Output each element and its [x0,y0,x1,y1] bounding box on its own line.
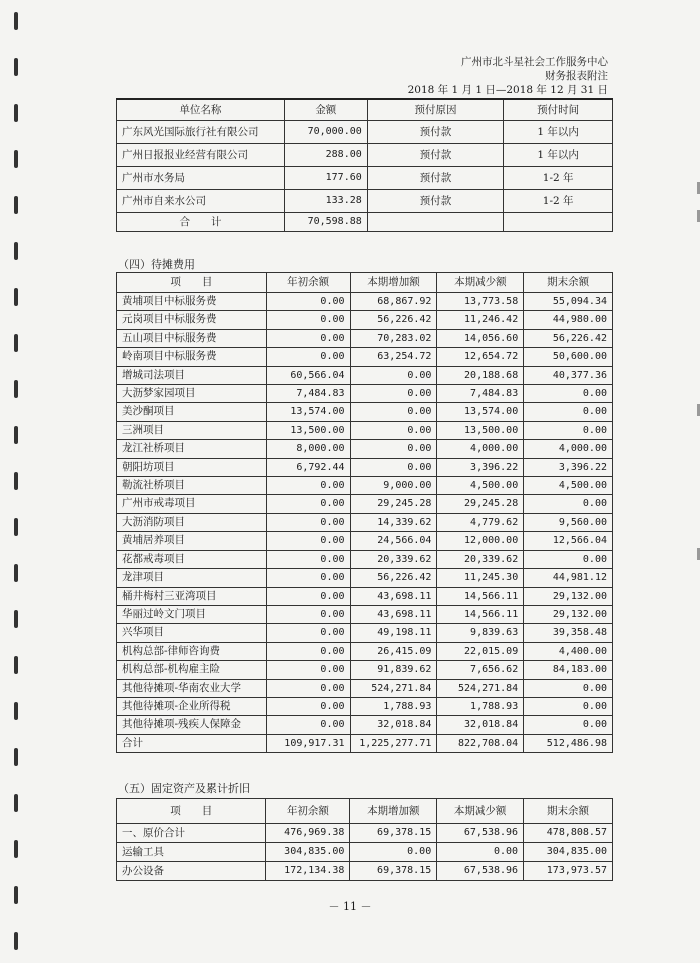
cell: 9,000.00 [350,477,437,495]
cell: 0.00 [266,605,350,623]
cell: 9,839.63 [437,624,524,642]
cell: 11,246.42 [437,311,524,329]
cell: 7,484.83 [437,385,524,403]
page-number: － 11 － [328,900,372,913]
table-row [117,495,613,513]
cell: 0.00 [350,403,437,421]
cell: 55,094.34 [524,293,613,311]
section-title-deferred: （四）待摊费用 [118,258,195,271]
row-label: 元岗项目中标服务费 [117,311,267,329]
cell: 0.00 [266,495,350,513]
cell: 1,225,277.71 [350,734,437,752]
table-row [117,513,613,531]
cell: 0.00 [266,293,350,311]
cell: 56,226.42 [350,569,437,587]
cell: 288.00 [284,144,367,167]
cell: 9,560.00 [524,513,613,531]
cell: 0.00 [266,624,350,642]
cell: 0.00 [350,421,437,439]
row-label: 勒流社桥项目 [117,477,267,495]
prepayment-table [116,98,613,232]
cell: 4,779.62 [437,513,524,531]
cell: 14,339.62 [350,513,437,531]
total-row [117,213,613,232]
column-header: 预付原因 [367,99,504,121]
cell: 20,339.62 [350,550,437,568]
cell: 0.00 [524,697,613,715]
cell: 60,566.04 [266,366,350,384]
table-row [117,605,613,623]
row-label: 合计 [117,734,267,752]
column-header: 年初余额 [266,799,350,824]
row-label: 增城司法项目 [117,366,267,384]
table-row [117,190,613,213]
row-label: 岭南项目中标服务费 [117,348,267,366]
row-label: 机构总部-律师咨询费 [117,642,267,660]
cell: 0.00 [266,513,350,531]
header-org: 广州市北斗星社会工作服务中心 [461,56,608,68]
cell: 133.28 [284,190,367,213]
cell: 广州市自来水公司 [117,190,285,213]
cell: 24,566.04 [350,532,437,550]
cell: 预付款 [367,144,504,167]
cell: 84,183.00 [524,661,613,679]
cell: 4,400.00 [524,642,613,660]
cell: 0.00 [350,440,437,458]
column-header: 本期增加额 [350,799,437,824]
cell [504,213,613,232]
column-header: 本期减少额 [437,273,524,293]
cell: 0.00 [524,679,613,697]
cell: 0.00 [266,348,350,366]
cell: 广州市水务局 [117,167,285,190]
cell: 0.00 [266,569,350,587]
cell: 172,134.38 [266,862,350,881]
row-label: 三洲项目 [117,421,267,439]
cell: 13,574.00 [266,403,350,421]
cell: 0.00 [266,679,350,697]
cell: 3,396.22 [524,458,613,476]
cell: 广州日报报业经营有限公司 [117,144,285,167]
row-label: 花都戒毒项目 [117,550,267,568]
table-header-row [117,799,613,824]
column-header: 期末余额 [524,799,613,824]
table-row [117,311,613,329]
row-label: 一、原价合计 [117,824,266,843]
table-row [117,144,613,167]
cell: 822,708.04 [437,734,524,752]
cell: 0.00 [266,697,350,715]
cell: 476,969.38 [266,824,350,843]
table-header-row [117,273,613,293]
cell: 14,566.11 [437,587,524,605]
cell: 0.00 [266,587,350,605]
row-label: 其他待摊项-华南农业大学 [117,679,267,697]
cell: 43,698.11 [350,605,437,623]
cell: 0.00 [266,550,350,568]
cell: 44,980.00 [524,311,613,329]
cell: 预付款 [367,167,504,190]
cell: 1,788.93 [350,697,437,715]
cell: 11,245.30 [437,569,524,587]
table-row [117,532,613,550]
cell: 70,000.00 [284,121,367,144]
row-label: 大沥消防项目 [117,513,267,531]
table-row [117,121,613,144]
cell: 1 年以内 [504,144,613,167]
cell: 0.00 [266,716,350,734]
cell: 32,018.84 [350,716,437,734]
cell: 1-2 年 [504,190,613,213]
cell: 13,500.00 [437,421,524,439]
cell: 6,792.44 [266,458,350,476]
table-row [117,824,613,843]
column-header: 预付时间 [504,99,613,121]
cell: 预付款 [367,190,504,213]
cell: 44,981.12 [524,569,613,587]
cell: 22,015.09 [437,642,524,660]
table-row [117,734,613,752]
cell: 0.00 [266,532,350,550]
table-header-row [117,99,613,121]
cell: 67,538.96 [437,824,524,843]
cell: 20,188.68 [437,366,524,384]
cell: 512,486.98 [524,734,613,752]
row-label: 广州市戒毒项目 [117,495,267,513]
cell: 56,226.42 [350,311,437,329]
cell: 4,000.00 [524,440,613,458]
cell: 13,773.58 [437,293,524,311]
table-row [117,366,613,384]
section-title-fixed-assets: （五）固定资产及累计折旧 [118,782,250,795]
cell: 1 年以内 [504,121,613,144]
row-label: 朝阳坊项目 [117,458,267,476]
cell: 43,698.11 [350,587,437,605]
table-row [117,348,613,366]
table-row [117,843,613,862]
cell: 1,788.93 [437,697,524,715]
column-header: 项 目 [117,799,266,824]
cell: 524,271.84 [437,679,524,697]
cell: 0.00 [524,385,613,403]
cell: 7,484.83 [266,385,350,403]
cell: 49,198.11 [350,624,437,642]
cell: 0.00 [266,661,350,679]
row-label: 运输工具 [117,843,266,862]
row-label: 黄埔项目中标服务费 [117,293,267,311]
header-doc: 财务报表附注 [545,70,608,82]
cell: 68,867.92 [350,293,437,311]
table-row [117,587,613,605]
column-header: 期末余额 [524,273,613,293]
column-header: 年初余额 [266,273,350,293]
row-label: 兴华项目 [117,624,267,642]
cell: 63,254.72 [350,348,437,366]
cell [367,213,504,232]
row-label: 办公设备 [117,862,266,881]
cell: 69,378.15 [350,824,437,843]
header-period: 2018 年 1 月 1 日—2018 年 12 月 31 日 [407,84,608,96]
cell: 8,000.00 [266,440,350,458]
cell: 0.00 [524,403,613,421]
cell: 177.60 [284,167,367,190]
row-label: 机构总部-机构雇主险 [117,661,267,679]
cell: 0.00 [350,458,437,476]
cell: 7,656.62 [437,661,524,679]
cell: 40,377.36 [524,366,613,384]
cell: 0.00 [350,366,437,384]
cell: 304,835.00 [266,843,350,862]
cell: 173,973.57 [524,862,613,881]
cell: 0.00 [437,843,524,862]
column-header: 金额 [284,99,367,121]
table-row [117,679,613,697]
cell: 14,056.60 [437,329,524,347]
table-row [117,624,613,642]
table-row [117,550,613,568]
cell: 4,500.00 [437,477,524,495]
cell: 4,500.00 [524,477,613,495]
cell: 29,132.00 [524,587,613,605]
cell: 0.00 [266,477,350,495]
row-label: 黄埔居养项目 [117,532,267,550]
row-label: 其他待摊项-残疾人保障金 [117,716,267,734]
cell: 4,000.00 [437,440,524,458]
cell: 26,415.09 [350,642,437,660]
cell: 67,538.96 [437,862,524,881]
cell: 524,271.84 [350,679,437,697]
cell: 3,396.22 [437,458,524,476]
cell: 56,226.42 [524,329,613,347]
cell: 0.00 [524,716,613,734]
row-label: 桶井梅村三亚湾项目 [117,587,267,605]
cell: 39,358.48 [524,624,613,642]
row-label: 五山项目中标服务费 [117,329,267,347]
column-header: 本期增加额 [350,273,437,293]
cell: 0.00 [266,642,350,660]
row-label: 华丽过岭文门项目 [117,605,267,623]
cell: 478,808.57 [524,824,613,843]
cell: 14,566.11 [437,605,524,623]
cell: 预付款 [367,121,504,144]
row-label: 其他待摊项-企业所得税 [117,697,267,715]
table-row [117,403,613,421]
cell: 69,378.15 [350,862,437,881]
table-row [117,716,613,734]
table-row [117,642,613,660]
cell: 32,018.84 [437,716,524,734]
cell: 29,132.00 [524,605,613,623]
cell: 广东风光国际旅行社有限公司 [117,121,285,144]
cell: 50,600.00 [524,348,613,366]
column-header: 单位名称 [117,99,285,121]
cell: 1-2 年 [504,167,613,190]
table-row [117,167,613,190]
table-row [117,440,613,458]
table-row [117,697,613,715]
cell: 0.00 [266,311,350,329]
cell: 29,245.28 [437,495,524,513]
table-row [117,293,613,311]
cell: 0.00 [524,550,613,568]
cell: 29,245.28 [350,495,437,513]
cell: 0.00 [266,329,350,347]
total-value: 70,598.88 [284,213,367,232]
binding-holes [8,0,30,963]
cell: 0.00 [524,421,613,439]
cell: 13,574.00 [437,403,524,421]
table-row [117,862,613,881]
table-row [117,569,613,587]
total-label: 合 计 [117,213,285,232]
table-row [117,329,613,347]
cell: 20,339.62 [437,550,524,568]
cell: 109,917.31 [266,734,350,752]
cell: 12,654.72 [437,348,524,366]
cell: 70,283.02 [350,329,437,347]
row-label: 龙江社桥项目 [117,440,267,458]
cell: 91,839.62 [350,661,437,679]
fixed-assets-table [116,798,613,881]
column-header: 项 目 [117,273,267,293]
row-label: 大沥梦家园项目 [117,385,267,403]
deferred-expenses-table [116,272,613,753]
table-row [117,421,613,439]
column-header: 本期减少额 [437,799,524,824]
table-row [117,477,613,495]
cell: 12,000.00 [437,532,524,550]
cell: 0.00 [524,495,613,513]
cell: 304,835.00 [524,843,613,862]
row-label: 龙津项目 [117,569,267,587]
cell: 12,566.04 [524,532,613,550]
cell: 13,500.00 [266,421,350,439]
table-row [117,458,613,476]
cell: 0.00 [350,843,437,862]
row-label: 美沙酮项目 [117,403,267,421]
cell: 0.00 [350,385,437,403]
table-row [117,385,613,403]
table-row [117,661,613,679]
